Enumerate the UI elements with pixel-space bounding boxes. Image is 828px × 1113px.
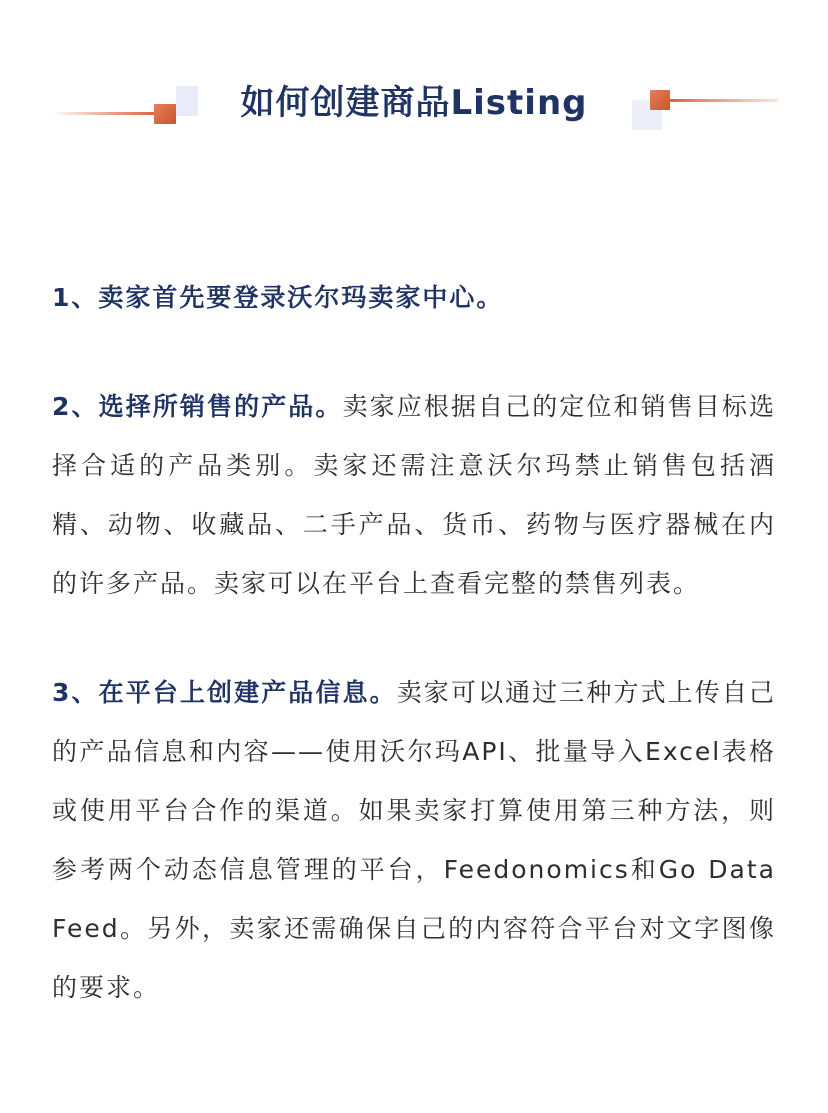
step-1-paragraph (52, 268, 776, 327)
step-3-heading: 3、在平台上创建产品信息。 (52, 678, 397, 707)
decorative-line-right (668, 99, 778, 102)
decorative-square-left-orange (154, 104, 176, 124)
page-title: 如何创建商品Listing (240, 83, 588, 123)
article-body (52, 268, 776, 1017)
step-3-text: 卖家可以通过三种方式上传自己的产品信息和内容——使用沃尔玛API、批量导入Excel表格或使用平台合作的渠道。如果卖家打算使用第三种方法，则参考两个动态信息管理的平台，Feedonomics和Go Data Feed。另外，卖家还需确保自己的内容符合平台对文字图像的要求。 (52, 678, 776, 1002)
step-2-paragraph (52, 377, 776, 613)
decorative-line-left (52, 112, 160, 115)
step-2-heading: 2、选择所销售的产品。 (52, 392, 343, 421)
step-1-heading: 1、卖家首先要登录沃尔玛卖家中心。 (52, 283, 504, 312)
decorative-square-right-orange (650, 90, 670, 110)
header (0, 0, 828, 170)
step-3-paragraph (52, 663, 776, 1017)
step-2-text: 卖家应根据自己的定位和销售目标选择合适的产品类别。卖家还需注意沃尔玛禁止销售包括酒精、动物、收藏品、二手产品、货币、药物与医疗器械在内的许多产品。卖家可以在平台上查看完整的禁售列表。 (52, 392, 776, 598)
decorative-square-left-light (176, 86, 198, 116)
